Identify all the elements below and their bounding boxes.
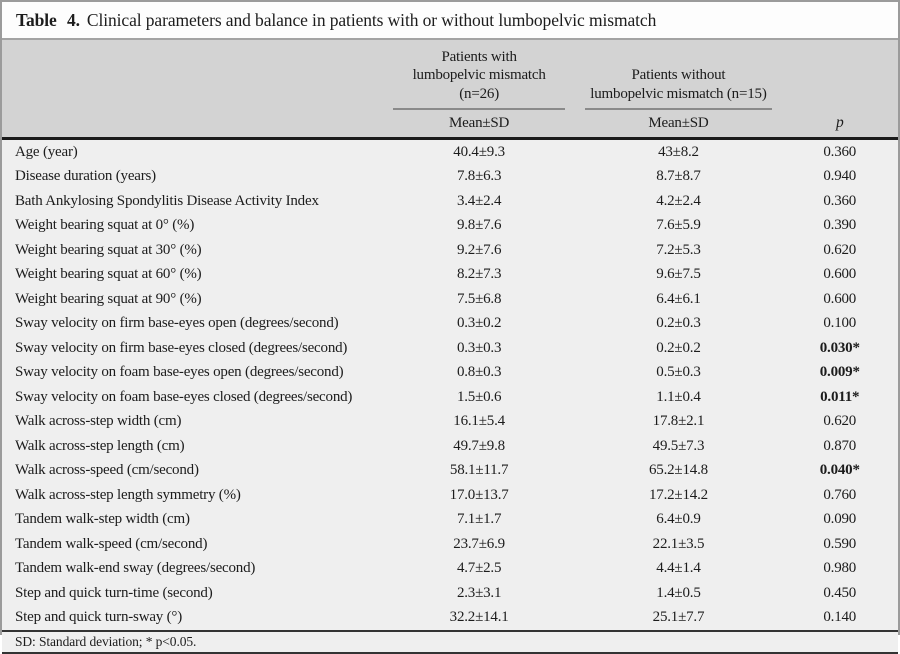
p-value-cell: 0.760 [782, 483, 899, 508]
table-row [2, 262, 898, 287]
p-value-cell: 0.620 [782, 238, 899, 263]
table-row [2, 311, 898, 336]
mean-sd-cell-with-mismatch: 9.8±7.6 [383, 213, 576, 238]
mean-sd-cell-with-mismatch: 7.5±6.8 [383, 287, 576, 312]
table-row [2, 213, 898, 238]
parameter-cell: Walk across-step width (cm) [2, 409, 383, 434]
table-row [2, 458, 898, 483]
p-value-cell: 0.870 [782, 434, 899, 459]
p-value-cell: 0.360 [782, 138, 899, 164]
p-value-cell: 0.940 [782, 164, 899, 189]
parameter-cell: Disease duration (years) [2, 164, 383, 189]
p-value-cell: 0.009* [782, 360, 899, 385]
parameter-cell: Tandem walk-speed (cm/second) [2, 532, 383, 557]
parameter-cell: Tandem walk-end sway (degrees/second) [2, 556, 383, 581]
mean-sd-cell-with-mismatch: 40.4±9.3 [383, 138, 576, 164]
mean-sd-cell-with-mismatch: 23.7±6.9 [383, 532, 576, 557]
mean-sd-cell-without-mismatch: 49.5±7.3 [575, 434, 781, 459]
table-row [2, 434, 898, 459]
header-spacer [782, 40, 899, 110]
mean-sd-cell-without-mismatch: 17.2±14.2 [575, 483, 781, 508]
table-row [2, 385, 898, 410]
p-value-cell: 0.600 [782, 262, 899, 287]
mean-sd-cell-without-mismatch: 0.2±0.3 [575, 311, 781, 336]
mean-sd-cell-without-mismatch: 1.1±0.4 [575, 385, 781, 410]
p-value-cell: 0.140 [782, 605, 899, 630]
header-spacer [2, 110, 383, 139]
parameter-cell: Walk across-speed (cm/second) [2, 458, 383, 483]
mean-sd-cell-with-mismatch: 8.2±7.3 [383, 262, 576, 287]
p-column-header: p [782, 110, 899, 139]
table-row [2, 360, 898, 385]
table-row [2, 164, 898, 189]
mean-sd-cell-with-mismatch: 49.7±9.8 [383, 434, 576, 459]
mean-sd-cell-with-mismatch: 3.4±2.4 [383, 189, 576, 214]
mean-sd-cell-without-mismatch: 4.4±1.4 [575, 556, 781, 581]
mean-sd-cell-without-mismatch: 17.8±2.1 [575, 409, 781, 434]
table-row [2, 556, 898, 581]
table-row [2, 336, 898, 361]
mean-sd-cell-without-mismatch: 22.1±3.5 [575, 532, 781, 557]
mean-sd-cell-without-mismatch: 7.2±5.3 [575, 238, 781, 263]
mean-sd-cell-with-mismatch: 58.1±11.7 [383, 458, 576, 483]
mean-sd-cell-without-mismatch: 9.6±7.5 [575, 262, 781, 287]
mean-sd-cell-with-mismatch: 1.5±0.6 [383, 385, 576, 410]
table-row [2, 581, 898, 606]
table-row [2, 605, 898, 630]
table-row [2, 189, 898, 214]
parameter-cell: Bath Ankylosing Spondylitis Disease Activity Index [2, 189, 383, 214]
table-footnote: SD: Standard deviation; * p<0.05. [2, 630, 898, 654]
p-value-cell: 0.980 [782, 556, 899, 581]
table-row [2, 532, 898, 557]
mean-sd-cell-with-mismatch: 7.1±1.7 [383, 507, 576, 532]
subheader-mean-sd-with: Mean±SD [383, 110, 576, 139]
group-header-without-mismatch [575, 40, 781, 110]
table-row [2, 138, 898, 164]
p-value-cell: 0.360 [782, 189, 899, 214]
parameter-cell: Weight bearing squat at 90° (%) [2, 287, 383, 312]
parameter-cell: Weight bearing squat at 60° (%) [2, 262, 383, 287]
table-number-label: Table 4. [16, 9, 80, 30]
mean-sd-cell-without-mismatch: 25.1±7.7 [575, 605, 781, 630]
group-header-line: Patients without [631, 67, 726, 84]
parameter-cell: Age (year) [2, 138, 383, 164]
p-value-cell: 0.100 [782, 311, 899, 336]
mean-sd-cell-with-mismatch: 17.0±13.7 [383, 483, 576, 508]
table-row [2, 238, 898, 263]
mean-sd-cell-with-mismatch: 0.8±0.3 [383, 360, 576, 385]
mean-sd-cell-with-mismatch: 32.2±14.1 [383, 605, 576, 630]
p-value-cell: 0.450 [782, 581, 899, 606]
table-body [2, 138, 898, 630]
mean-sd-cell-with-mismatch: 16.1±5.4 [383, 409, 576, 434]
p-value-cell: 0.040* [782, 458, 899, 483]
parameter-cell: Step and quick turn-sway (°) [2, 605, 383, 630]
group-header-row [2, 40, 898, 110]
p-value-cell: 0.390 [782, 213, 899, 238]
clinical-parameters-table [2, 40, 898, 630]
p-value-cell: 0.011* [782, 385, 899, 410]
parameter-cell: Weight bearing squat at 0° (%) [2, 213, 383, 238]
group-header-with-mismatch [383, 40, 576, 110]
header-spacer [2, 40, 383, 110]
table-row [2, 409, 898, 434]
parameter-cell: Walk across-step length (cm) [2, 434, 383, 459]
mean-sd-cell-without-mismatch: 1.4±0.5 [575, 581, 781, 606]
table-row [2, 507, 898, 532]
parameter-cell: Sway velocity on firm base-eyes open (degrees/second) [2, 311, 383, 336]
table-header [2, 40, 898, 138]
parameter-cell: Step and quick turn-time (second) [2, 581, 383, 606]
group-header-line: lumbopelvic mismatch (n=15) [590, 85, 767, 102]
p-value-cell: 0.590 [782, 532, 899, 557]
mean-sd-cell-without-mismatch: 65.2±14.8 [575, 458, 781, 483]
mean-sd-cell-with-mismatch: 0.3±0.2 [383, 311, 576, 336]
p-value-cell: 0.030* [782, 336, 899, 361]
table-row [2, 287, 898, 312]
subheader-mean-sd-without: Mean±SD [575, 110, 781, 139]
mean-sd-cell-without-mismatch: 6.4±0.9 [575, 507, 781, 532]
mean-sd-cell-with-mismatch: 4.7±2.5 [383, 556, 576, 581]
group-header-with-mismatch-text [393, 48, 566, 110]
mean-sd-cell-without-mismatch: 43±8.2 [575, 138, 781, 164]
p-value-cell: 0.600 [782, 287, 899, 312]
group-header-line: Patients with [441, 49, 517, 65]
mean-sd-cell-with-mismatch: 9.2±7.6 [383, 238, 576, 263]
p-value-cell: 0.090 [782, 507, 899, 532]
mean-sd-cell-without-mismatch: 4.2±2.4 [575, 189, 781, 214]
mean-sd-cell-with-mismatch: 2.3±3.1 [383, 581, 576, 606]
p-value-cell: 0.620 [782, 409, 899, 434]
group-header-line: lumbopelvic mismatch (n=26) [412, 67, 546, 102]
table-title [2, 2, 898, 40]
parameter-cell: Walk across-step length symmetry (%) [2, 483, 383, 508]
mean-sd-cell-without-mismatch: 0.2±0.2 [575, 336, 781, 361]
table-title-text: Clinical parameters and balance in patients with or without lumbopelvic mismatch [86, 9, 657, 30]
parameter-cell: Sway velocity on foam base-eyes closed (degrees/second) [2, 385, 383, 410]
mean-sd-cell-without-mismatch: 0.5±0.3 [575, 360, 781, 385]
subheader-row [2, 110, 898, 139]
mean-sd-cell-with-mismatch: 7.8±6.3 [383, 164, 576, 189]
table-row [2, 483, 898, 508]
group-header-without-mismatch-text [585, 66, 771, 110]
parameter-cell: Weight bearing squat at 30° (%) [2, 238, 383, 263]
mean-sd-cell-without-mismatch: 7.6±5.9 [575, 213, 781, 238]
parameter-cell: Tandem walk-step width (cm) [2, 507, 383, 532]
parameter-cell: Sway velocity on foam base-eyes open (degrees/second) [2, 360, 383, 385]
parameter-cell: Sway velocity on firm base-eyes closed (degrees/second) [2, 336, 383, 361]
mean-sd-cell-without-mismatch: 8.7±8.7 [575, 164, 781, 189]
mean-sd-cell-without-mismatch: 6.4±6.1 [575, 287, 781, 312]
mean-sd-cell-with-mismatch: 0.3±0.3 [383, 336, 576, 361]
